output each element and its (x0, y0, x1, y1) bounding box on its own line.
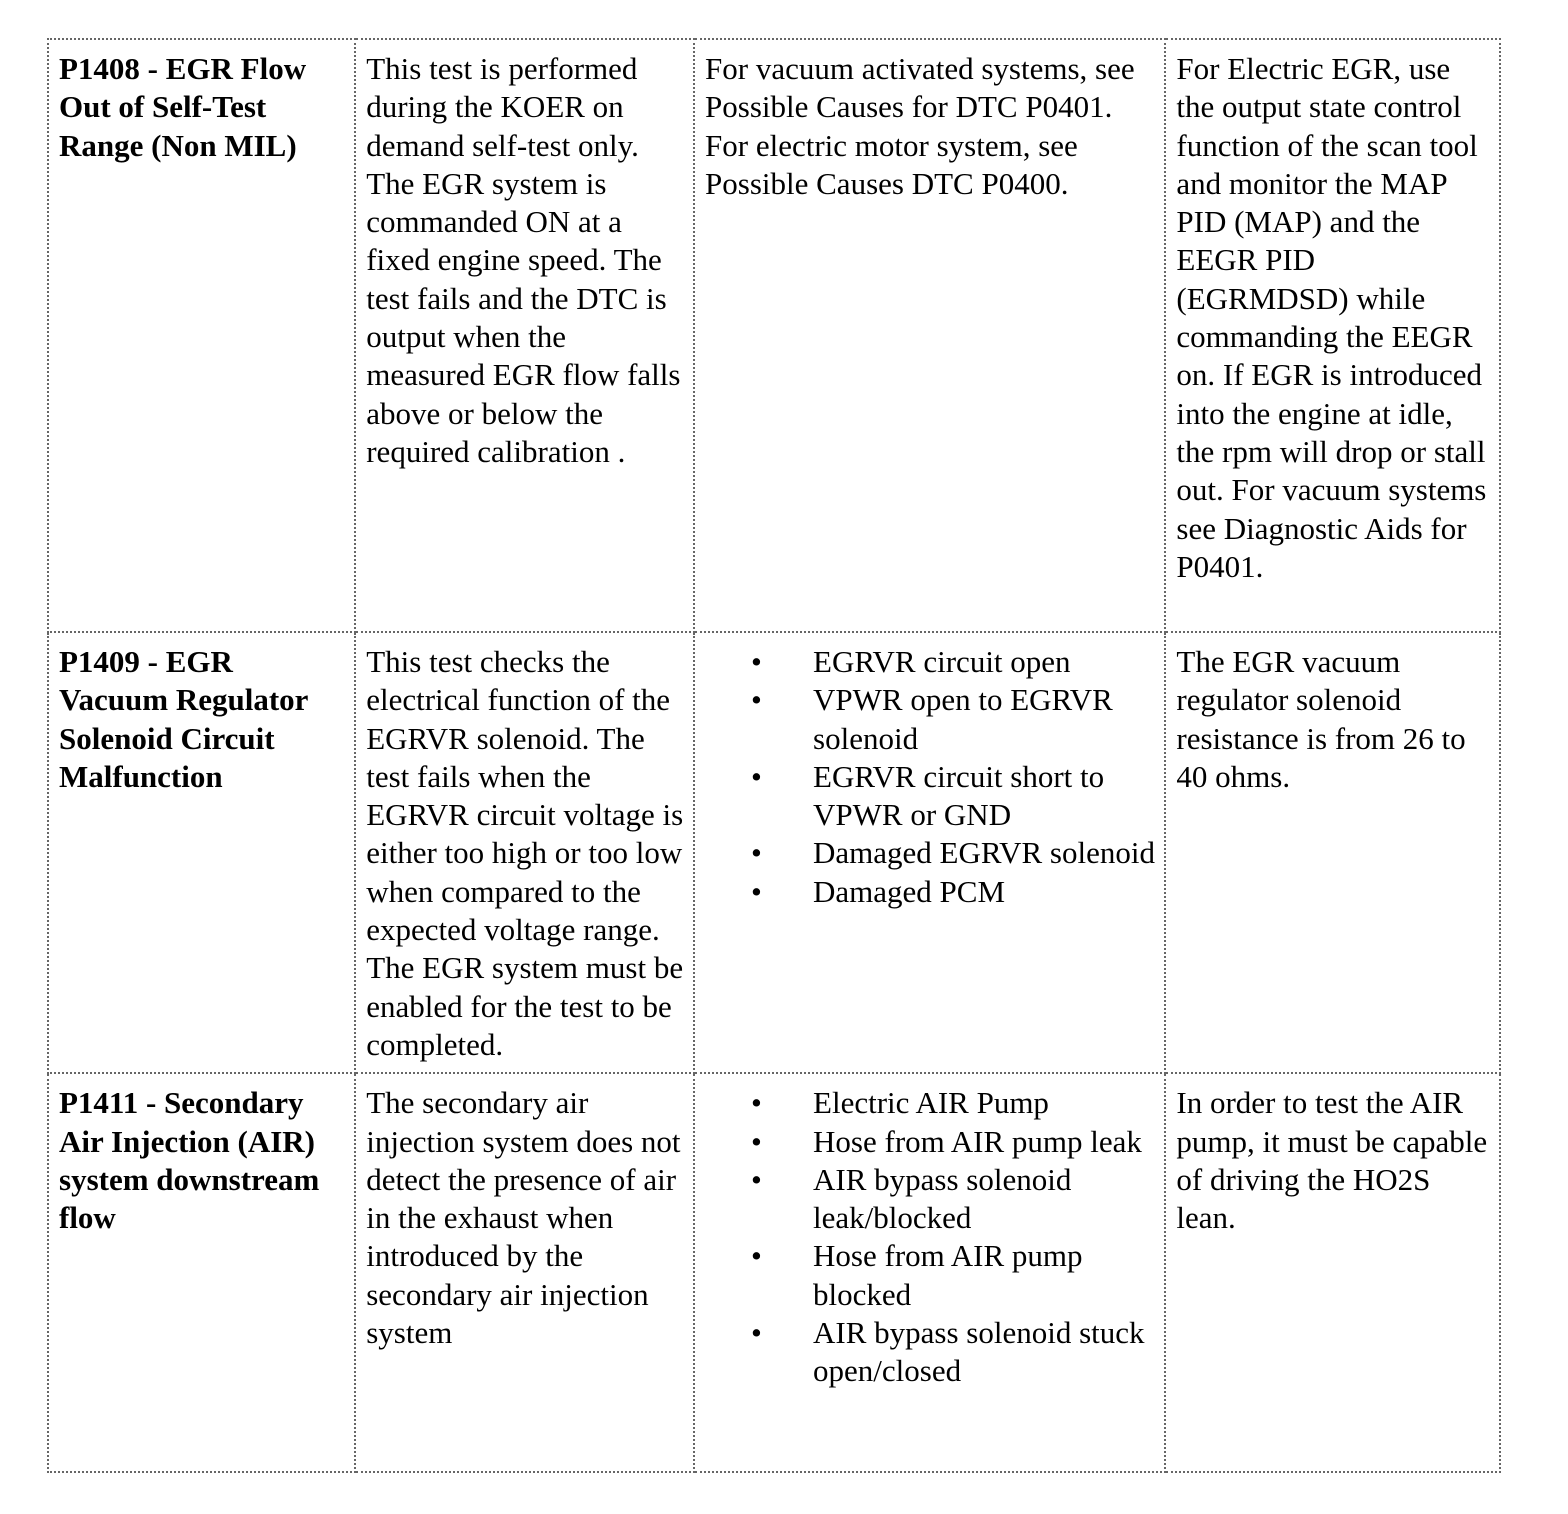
list-item: • Hose from AIR pump blocked (751, 1237, 1156, 1314)
table-row (48, 632, 1500, 1073)
list-item: • AIR bypass solenoid leak/blocked (751, 1161, 1156, 1238)
list-item: • EGRVR circuit open (751, 643, 1156, 681)
possible-causes (694, 1073, 1165, 1472)
list-item: • Electric AIR Pump (751, 1084, 1156, 1122)
possible-causes: For vacuum activated systems, see Possible Causes for DTC P0401. For electric motor system, see Possible Causes DTC P0400. (694, 39, 1165, 632)
cause-list (705, 1084, 1156, 1390)
diagnostic-aids: For Electric EGR, use the output state control function of the scan tool and monitor the MAP PID (MAP) and the EEGR PID (EGRMDSD) while commanding the EEGR on. If EGR is introduced into the engine at idle, the rpm will drop or stall out. For vacuum systems see Diagnostic Aids for P0401. (1165, 39, 1500, 632)
diagnostic-aids: In order to test the AIR pump, it must be capable of driving the HO2S lean. (1165, 1073, 1500, 1472)
test-description: This test is performed during the KOER on demand self-test only. The EGR system is commanded ON at a fixed engine speed. The test fails and the DTC is output when the measured EGR flow falls above or below the required calibration . (355, 39, 694, 632)
test-description: The secondary air injection system does not detect the presence of air in the exhaust when introduced by the secondary air injection system (355, 1073, 694, 1472)
possible-causes (694, 632, 1165, 1073)
list-item: • Damaged EGRVR solenoid (751, 834, 1156, 872)
dtc-code: P1409 - EGR Vacuum Regulator Solenoid Circuit Malfunction (48, 632, 355, 1073)
list-item: • EGRVR circuit short to VPWR or GND (751, 758, 1156, 835)
dtc-code: P1411 - Secondary Air Injection (AIR) system downstream flow (48, 1073, 355, 1472)
table-row (48, 1073, 1500, 1472)
diagnostic-aids: The EGR vacuum regulator solenoid resistance is from 26 to 40 ohms. (1165, 632, 1500, 1073)
list-item: • AIR bypass solenoid stuck open/closed (751, 1314, 1156, 1391)
cause-list (705, 643, 1156, 911)
list-item: • VPWR open to EGRVR solenoid (751, 681, 1156, 758)
dtc-table (47, 38, 1501, 1473)
dtc-code: P1408 - EGR Flow Out of Self-Test Range (Non MIL) (48, 39, 355, 632)
list-item: • Damaged PCM (751, 873, 1156, 911)
table-row (48, 39, 1500, 632)
list-item: • Hose from AIR pump leak (751, 1123, 1156, 1161)
test-description: This test checks the electrical function of the EGRVR solenoid. The test fails when the EGRVR circuit voltage is either too high or too low when compared to the expected voltage range. The EGR system must be enabled for the test to be completed. (355, 632, 694, 1073)
